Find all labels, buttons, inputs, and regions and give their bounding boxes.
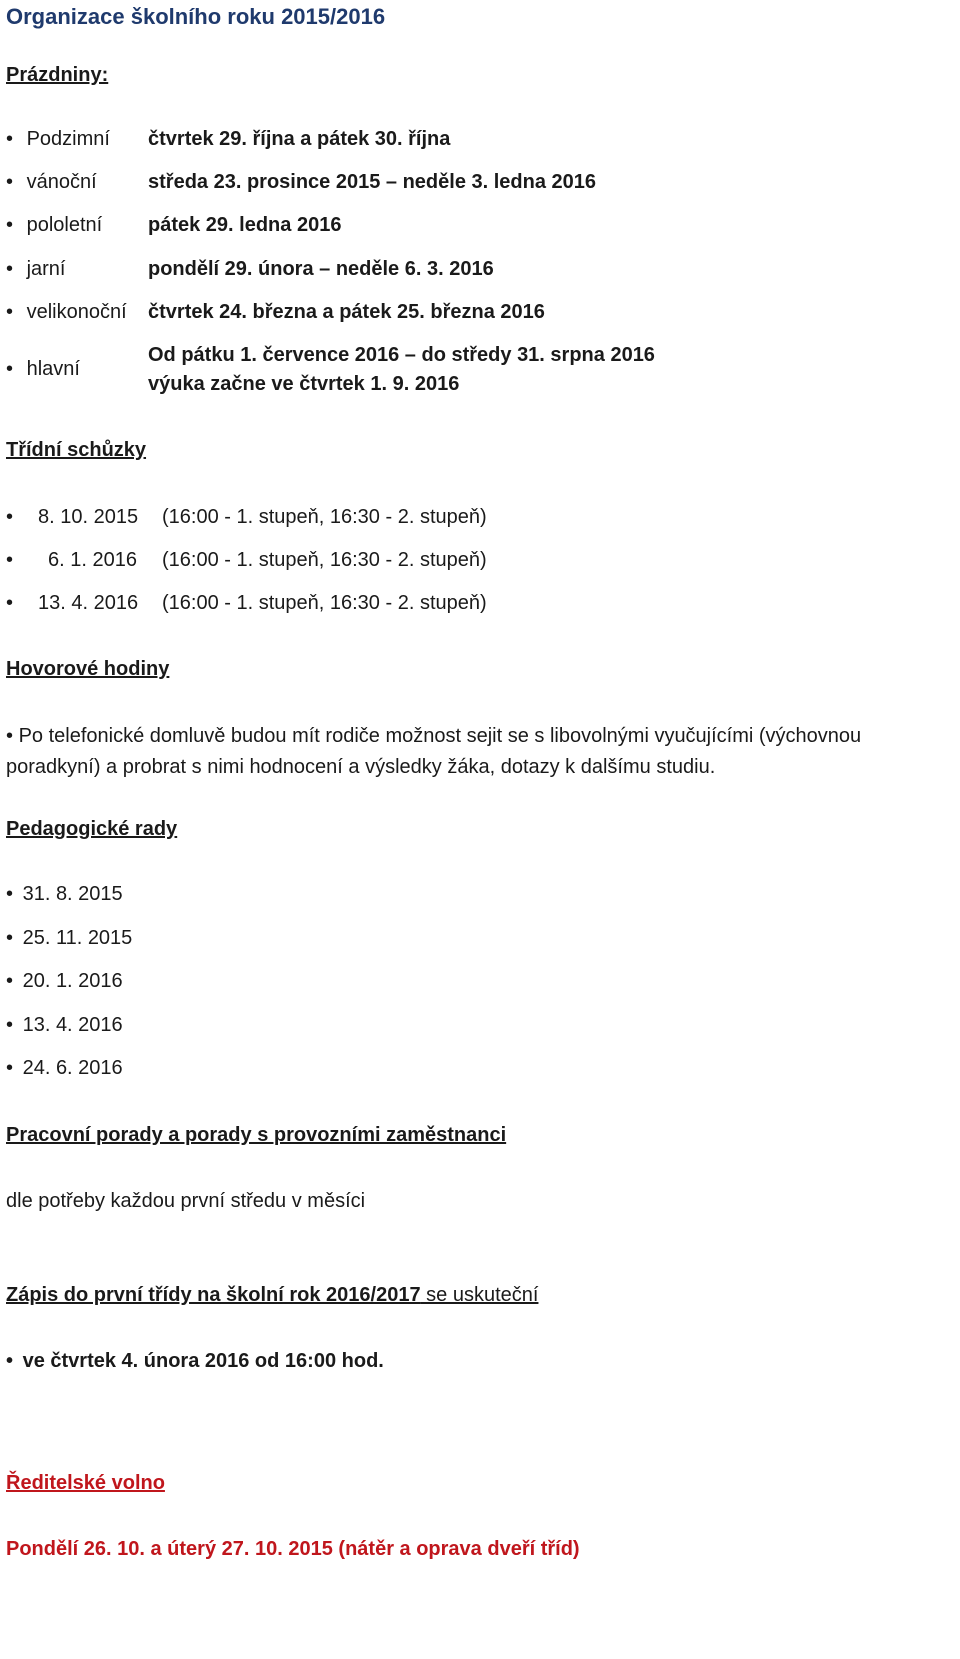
holiday-row <box>6 301 127 324</box>
pedagogical-date: 31. 8. 2015 <box>22 883 123 905</box>
list-item <box>6 1057 123 1080</box>
holiday-name: vánoční <box>26 171 97 193</box>
holiday-name: pololetní <box>26 214 103 236</box>
bullet: • <box>6 506 14 528</box>
staff-heading: Pracovní porady a porady s provozními zaměstnanci <box>6 1124 507 1146</box>
bullet: • <box>6 725 14 747</box>
holiday-name: jarní <box>26 258 66 280</box>
class-meetings-heading: Třídní schůzky <box>6 439 147 461</box>
consultation-text <box>6 721 956 783</box>
holiday-name: Podzimní <box>26 128 110 150</box>
bullet: • <box>6 358 14 380</box>
pedagogical-heading: Pedagogické rady <box>6 818 178 840</box>
list-item <box>6 883 123 906</box>
pedagogical-date: 25. 11. 2015 <box>22 927 133 949</box>
meeting-date: 13. 4. 2016 <box>38 592 139 614</box>
staff-text: dle potřeby každou první středu v měsíci <box>6 1190 366 1212</box>
pedagogical-date: 24. 6. 2016 <box>22 1057 123 1079</box>
bullet: • <box>6 592 14 614</box>
holiday-row <box>6 258 65 281</box>
holiday-date: pátek 29. ledna 2016 <box>148 214 342 236</box>
meeting-time: (16:00 - 1. stupeň, 16:30 - 2. stupeň) <box>162 592 487 614</box>
bullet: • <box>6 1350 14 1372</box>
bullet: • <box>6 171 14 193</box>
enrollment-heading <box>6 1284 538 1307</box>
enrollment-item <box>6 1350 384 1373</box>
holiday-date: čtvrtek 24. března a pátek 25. března 2016 <box>148 301 545 323</box>
consultation-heading: Hovorové hodiny <box>6 658 170 680</box>
holiday-date-note: výuka začne ve čtvrtek 1. 9. 2016 <box>148 373 460 395</box>
bullet: • <box>6 970 14 992</box>
bullet: • <box>6 549 14 571</box>
holidays-heading: Prázdniny: <box>6 64 109 86</box>
bullet: • <box>6 128 14 150</box>
pedagogical-date: 20. 1. 2016 <box>22 970 123 992</box>
holiday-row <box>6 128 110 151</box>
holiday-name: hlavní <box>26 358 80 380</box>
holiday-date: pondělí 29. února – neděle 6. 3. 2016 <box>148 258 494 280</box>
bullet: • <box>6 301 14 323</box>
bullet: • <box>6 1014 14 1036</box>
bullet: • <box>6 927 14 949</box>
holiday-date: Od pátku 1. července 2016 – do středy 31. srpna 2016 <box>148 344 655 366</box>
bullet: • <box>6 883 14 905</box>
bullet: • <box>6 214 14 236</box>
meeting-time: (16:00 - 1. stupeň, 16:30 - 2. stupeň) <box>162 506 487 528</box>
enrollment-heading-bold: Zápis do první třídy na školní rok 2016/2017 <box>6 1284 421 1306</box>
list-item <box>6 927 132 950</box>
holiday-row <box>6 358 80 381</box>
director-text: Pondělí 26. 10. a úterý 27. 10. 2015 (nátěr a oprava dveří tříd) <box>6 1538 580 1560</box>
holiday-date: středa 23. prosince 2015 – neděle 3. ledna 2016 <box>148 171 597 193</box>
holiday-name: velikonoční <box>26 301 127 323</box>
holiday-row <box>6 171 97 194</box>
list-item <box>6 970 123 993</box>
bullet: • <box>6 1057 14 1079</box>
director-heading: Ředitelské volno <box>6 1472 165 1494</box>
page-title: Organizace školního roku 2015/2016 <box>6 4 386 29</box>
meeting-date: 8. 10. 2015 <box>38 506 139 528</box>
enrollment-date: ve čtvrtek 4. února 2016 od 16:00 hod. <box>22 1350 384 1372</box>
consultation-body: Po telefonické domluvě budou mít rodiče možnost sejit se s libovolnými vyučujícími (výchovnou poradkyní) a probrat s nimi hodnocení a výsledky žáka, dotazy k dalšímu studiu. <box>6 725 862 778</box>
pedagogical-date: 13. 4. 2016 <box>22 1014 123 1036</box>
holiday-row <box>6 214 102 237</box>
enrollment-heading-rest: se uskuteční <box>420 1284 539 1306</box>
bullet: • <box>6 258 14 280</box>
list-item <box>6 1014 123 1037</box>
holiday-date: čtvrtek 29. října a pátek 30. října <box>148 128 451 150</box>
meeting-time: (16:00 - 1. stupeň, 16:30 - 2. stupeň) <box>162 549 487 571</box>
meeting-date: 6. 1. 2016 <box>48 549 137 571</box>
